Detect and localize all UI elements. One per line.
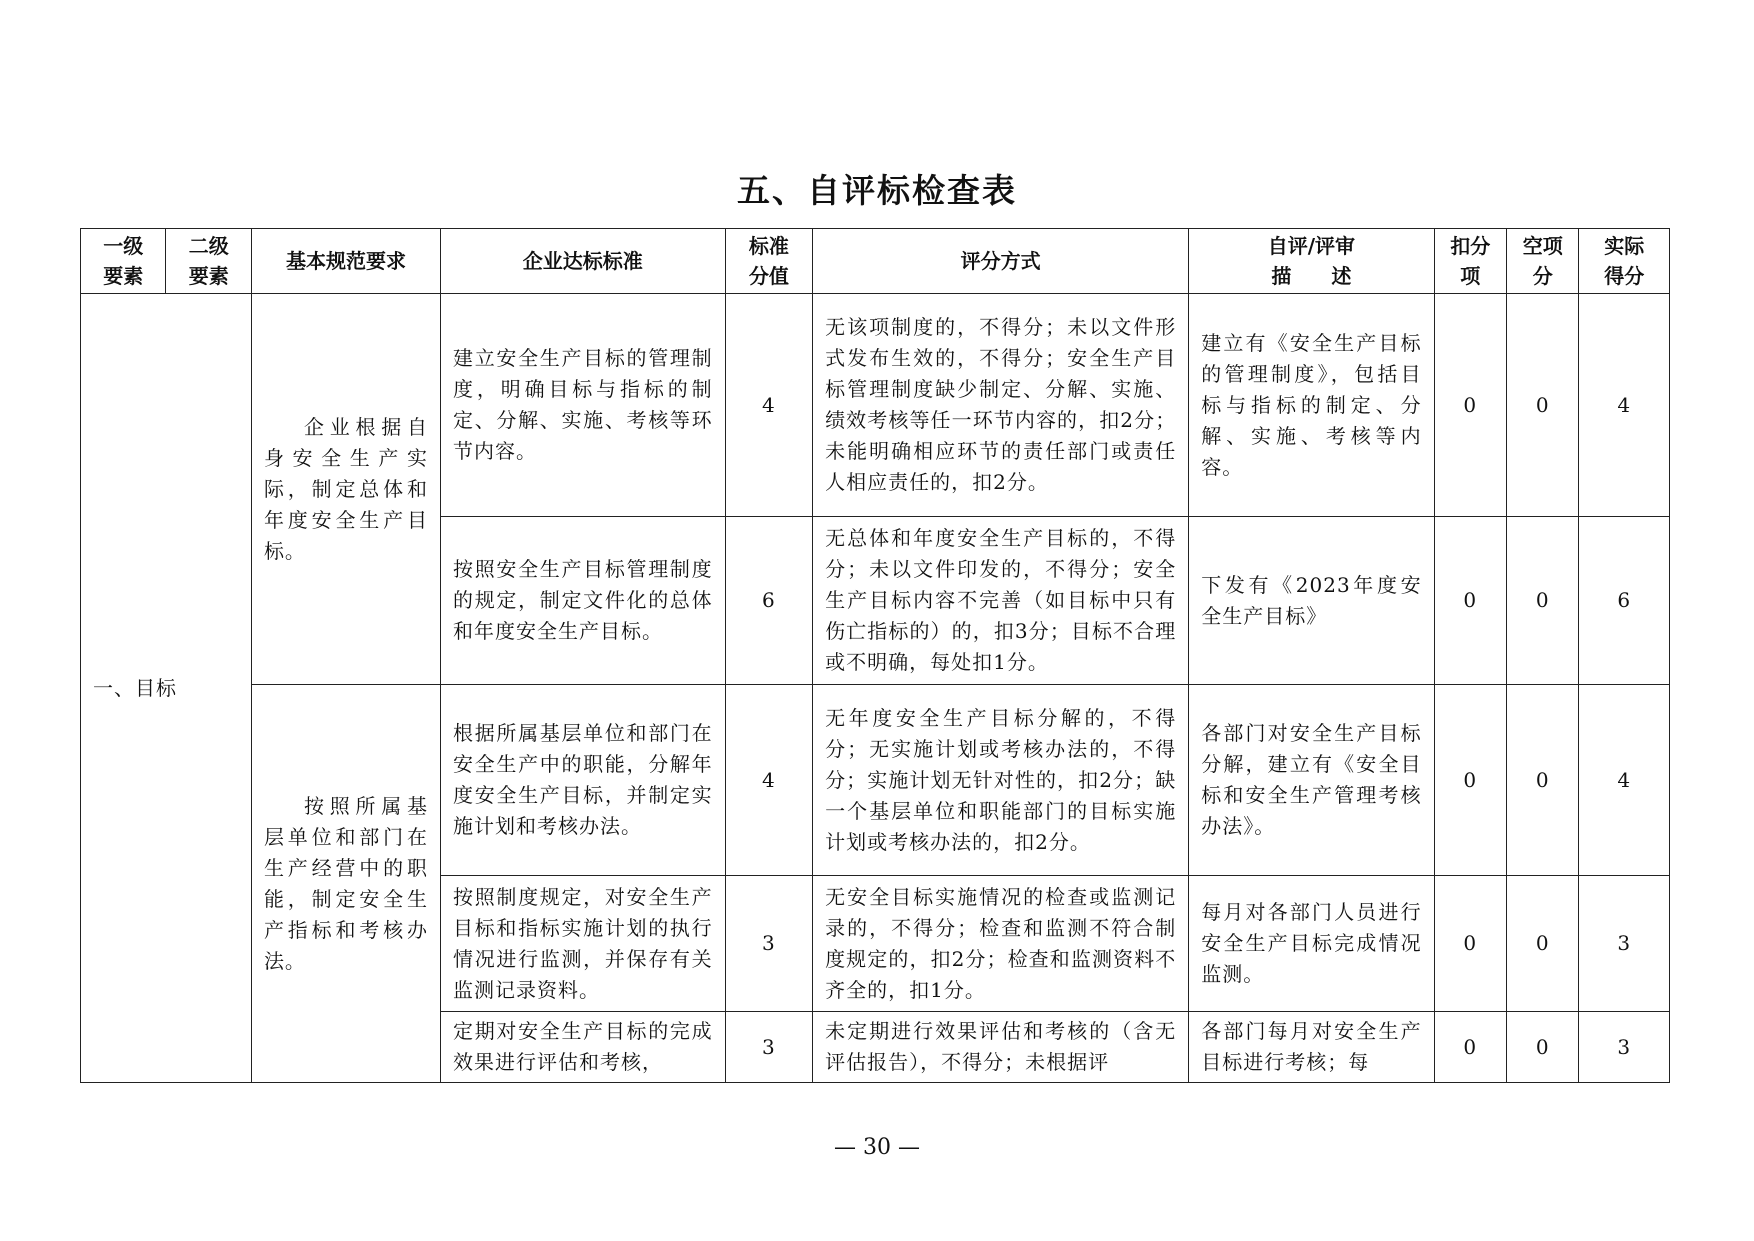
standard-score: 3 xyxy=(725,1012,812,1083)
header-basic-requirement: 基本规范要求 xyxy=(251,229,440,294)
enterprise-standard: 根据所属基层单位和部门在安全生产中的职能，分解年度安全生产目标，并制定实施计划和考核办法。 xyxy=(441,685,726,876)
actual-score-value: 3 xyxy=(1579,876,1670,1012)
enterprise-standard: 定期对安全生产目标的完成效果进行评估和考核， xyxy=(441,1012,726,1083)
scoring-method: 无年度安全生产目标分解的，不得分；无实施计划或考核办法的，不得分；实施计划无针对性的，扣2分；缺一个基层单位和职能部门的目标实施计划或考核办法的，扣2分。 xyxy=(813,685,1189,876)
header-level1: 一级 要素 xyxy=(81,229,166,294)
header-standard-score: 标准 分值 xyxy=(725,229,812,294)
empty-score-value: 0 xyxy=(1507,294,1579,517)
self-evaluation-description: 每月对各部门人员进行安全生产目标完成情况监测。 xyxy=(1189,876,1434,1012)
empty-score-value: 0 xyxy=(1507,517,1579,685)
scoring-method: 无安全目标实施情况的检查或监测记录的，不得分；检查和监测不符合制度规定的，扣2分；检查和监测资料不齐全的，扣1分。 xyxy=(813,876,1189,1012)
deduction-value: 0 xyxy=(1434,294,1506,517)
empty-score-value: 0 xyxy=(1507,685,1579,876)
standard-score: 4 xyxy=(725,685,812,876)
actual-score-value: 6 xyxy=(1579,517,1670,685)
enterprise-standard: 按照安全生产目标管理制度的规定，制定文件化的总体和年度安全生产目标。 xyxy=(441,517,726,685)
table-row xyxy=(81,294,1670,517)
actual-score-value: 4 xyxy=(1579,685,1670,876)
self-evaluation-description: 各部门每月对安全生产目标进行考核；每 xyxy=(1189,1012,1434,1083)
standard-score: 4 xyxy=(725,294,812,517)
standard-score: 3 xyxy=(725,876,812,1012)
header-deduction: 扣分 项 xyxy=(1434,229,1506,294)
enterprise-standard: 建立安全生产目标的管理制度，明确目标与指标的制定、分解、实施、考核等环节内容。 xyxy=(441,294,726,517)
deduction-value: 0 xyxy=(1434,876,1506,1012)
actual-score-value: 4 xyxy=(1579,294,1670,517)
header-scoring-method: 评分方式 xyxy=(813,229,1189,294)
standard-score: 6 xyxy=(725,517,812,685)
basic-requirement: 企业根据自身安全生产实际，制定总体和年度安全生产目标。 xyxy=(251,294,440,685)
self-evaluation-description: 各部门对安全生产目标分解，建立有《安全目标和安全生产管理考核办法》。 xyxy=(1189,685,1434,876)
self-evaluation-description: 建立有《安全生产目标的管理制度》，包括目标与指标的制定、分解、实施、考核等内容。 xyxy=(1189,294,1434,517)
header-empty-score: 空项 分 xyxy=(1507,229,1579,294)
header-self-evaluation: 自评/评审 描 述 xyxy=(1189,229,1434,294)
page-title: 五、自评标检查表 xyxy=(737,171,1017,210)
level1-element: 一、目标 xyxy=(81,294,252,1083)
empty-score-value: 0 xyxy=(1507,1012,1579,1083)
deduction-value: 0 xyxy=(1434,685,1506,876)
scoring-method: 未定期进行效果评估和考核的（含无评估报告），不得分；未根据评 xyxy=(813,1012,1189,1083)
enterprise-standard: 按照制度规定，对安全生产目标和指标实施计划的执行情况进行监测，并保存有关监测记录资料。 xyxy=(441,876,726,1012)
checklist-table xyxy=(80,228,1670,1083)
actual-score-value: 3 xyxy=(1579,1012,1670,1083)
basic-requirement: 按照所属基层单位和部门在生产经营中的职能，制定安全生产指标和考核办法。 xyxy=(251,685,440,1083)
self-evaluation-description: 下发有《2023年度安全生产目标》 xyxy=(1189,517,1434,685)
header-row xyxy=(81,229,1670,294)
page-number: — 30 — xyxy=(834,1135,920,1160)
header-level2: 二级 要素 xyxy=(166,229,251,294)
scoring-method: 无该项制度的，不得分；未以文件形式发布生效的，不得分；安全生产目标管理制度缺少制定、分解、实施、绩效考核等任一环节内容的，扣2分；未能明确相应环节的责任部门或责任人相应责任的，扣2分。 xyxy=(813,294,1189,517)
deduction-value: 0 xyxy=(1434,1012,1506,1083)
scoring-method: 无总体和年度安全生产目标的，不得分；未以文件印发的，不得分；安全生产目标内容不完善（如目标中只有伤亡指标的）的，扣3分；目标不合理或不明确，每处扣1分。 xyxy=(813,517,1189,685)
header-enterprise-standard: 企业达标标准 xyxy=(441,229,726,294)
empty-score-value: 0 xyxy=(1507,876,1579,1012)
table-row xyxy=(81,685,1670,876)
header-actual-score: 实际 得分 xyxy=(1579,229,1670,294)
deduction-value: 0 xyxy=(1434,517,1506,685)
